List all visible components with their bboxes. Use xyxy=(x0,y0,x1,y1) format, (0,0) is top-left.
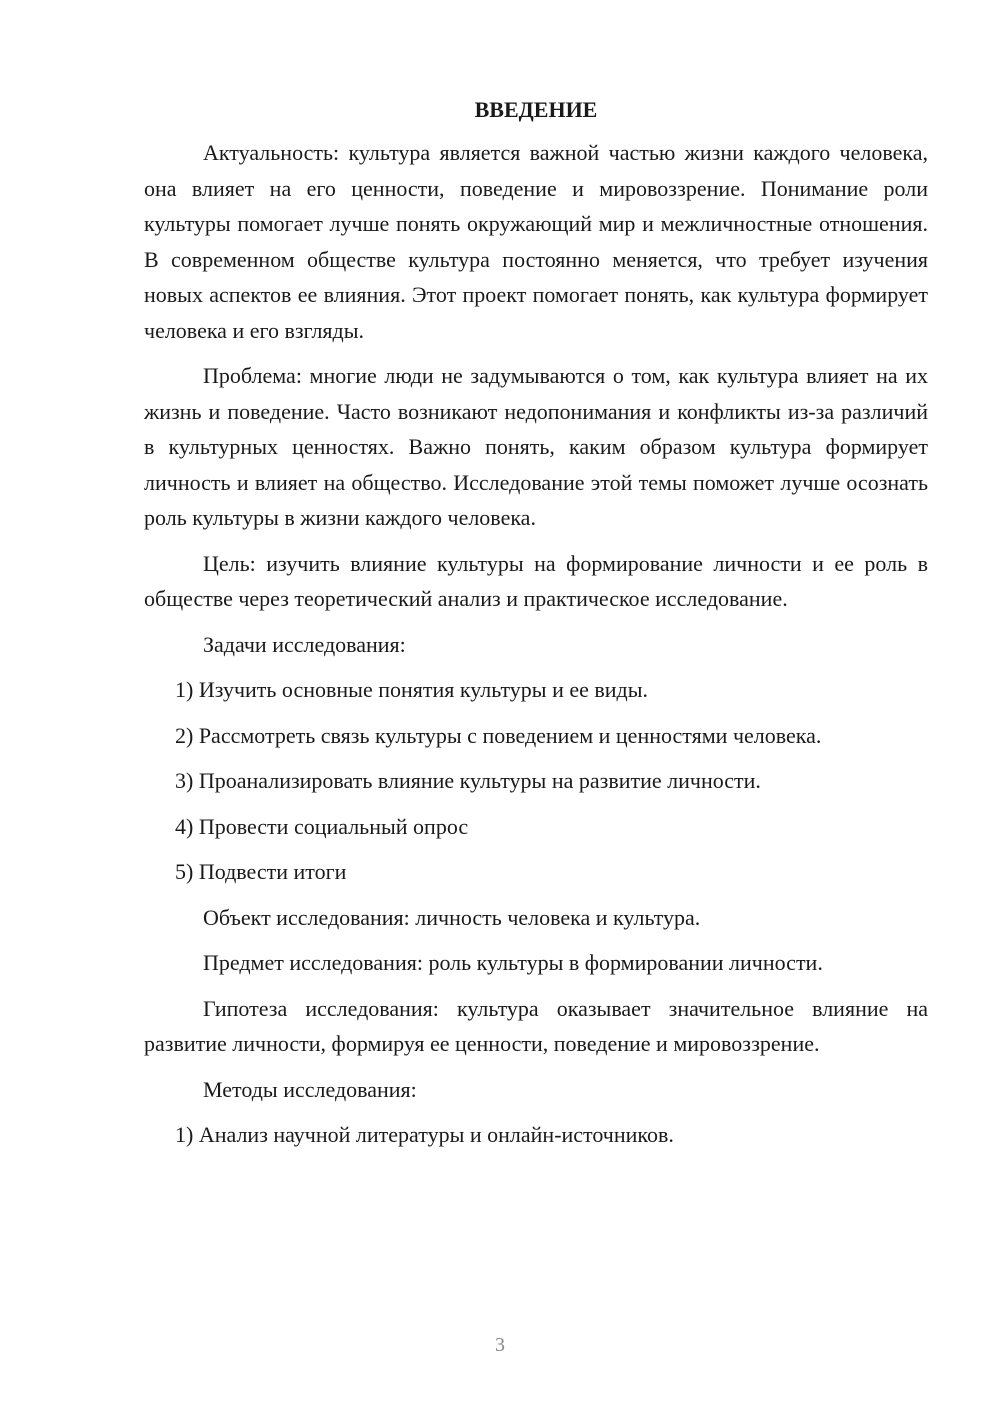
paragraph-relevance: Актуальность: культура является важной частью жизни каждого человека, она влияет на его ценности, поведение и мировоззрение. Понимание роли культуры помогает лучше понять окружающий мир и межличностные отношения. В современном обществе культура постоянно меняется, что требует изучения новых аспектов ее влияния. Этот проект помогает понять, как культура формирует человека и его взгляды. xyxy=(144,140,928,343)
tasks-list xyxy=(144,672,928,890)
list-item: 3) Проанализировать влияние культуры на развитие личности. xyxy=(175,768,761,793)
methods-heading: Методы исследования: xyxy=(203,1076,417,1102)
research-subject: Предмет исследования: роль культуры в формировании личности. xyxy=(203,950,823,975)
list-item: 4) Провести социальный опрос xyxy=(175,813,469,839)
research-object: Объект исследования: личность человека и культура. xyxy=(203,904,701,930)
page-number: 3 xyxy=(495,1334,505,1356)
methods-list xyxy=(144,1117,928,1153)
list-item: 1) Изучить основные понятия культуры и ее виды. xyxy=(175,677,649,702)
document-page xyxy=(144,94,928,1153)
list-item: 1) Анализ научной литературы и онлайн-источников. xyxy=(175,1122,674,1147)
section-title: ВВЕДЕНИЕ xyxy=(474,97,598,122)
paragraph-hypothesis: Гипотеза исследования: культура оказывает значительное влияние на развитие личности, формируя ее ценности, поведение и мировоззрение. xyxy=(144,995,928,1056)
list-item: 2) Рассмотреть связь культуры с поведением и ценностями человека. xyxy=(175,722,822,748)
list-item: 5) Подвести итоги xyxy=(175,859,347,884)
tasks-heading: Задачи исследования: xyxy=(203,631,406,657)
paragraph-goal: Цель: изучить влияние культуры на формирование личности и ее роль в обществе через теоретический анализ и практическое исследование. xyxy=(144,550,928,611)
paragraph-problem: Проблема: многие люди не задумываются о том, как культура влияет на их жизнь и поведение. Часто возникают недопонимания и конфликты из-за различий в культурных ценностях. Важно понять, каким образом культура формирует личность и влияет на общество. Исследование этой темы поможет лучше осознать роль культуры в жизни каждого человека. xyxy=(144,363,928,530)
